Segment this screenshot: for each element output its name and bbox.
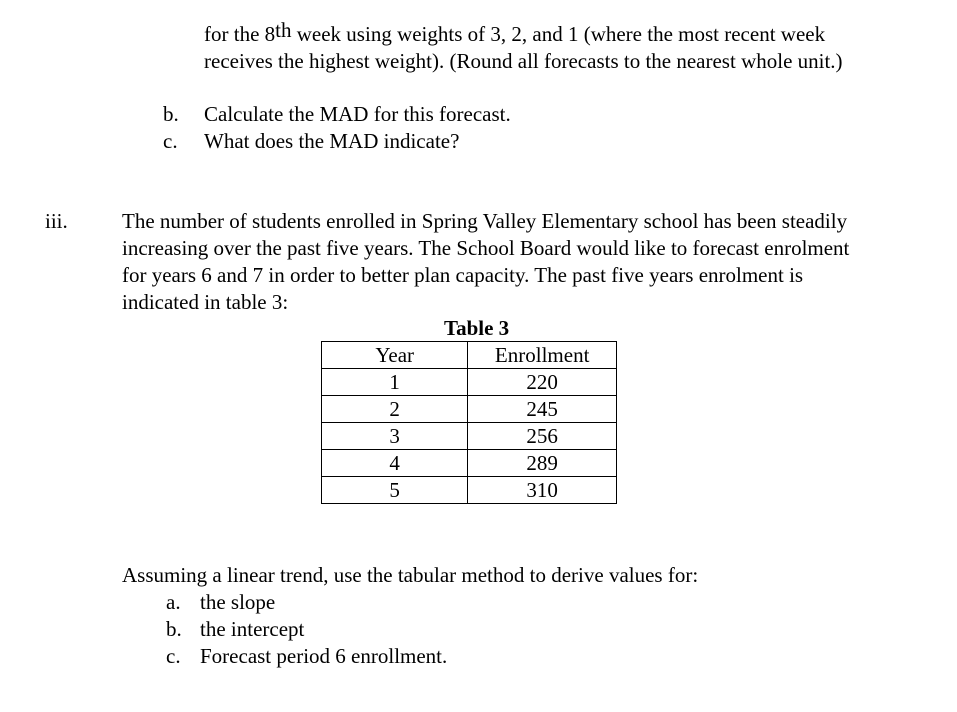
cell-year: 5 xyxy=(322,477,468,504)
list-marker-b: b. xyxy=(163,102,179,126)
ordinal-superscript: th xyxy=(275,18,292,42)
cell-enrollment: 310 xyxy=(468,477,617,504)
list-item-slope: the slope xyxy=(200,590,276,614)
list-item-forecast: Forecast period 6 enrollment. xyxy=(200,644,448,668)
cell-enrollment: 289 xyxy=(468,450,617,477)
cell-year: 4 xyxy=(322,450,468,477)
enrollment-table xyxy=(321,341,617,504)
line1-suffix: week using weights of 3, 2, and 1 (where the most recent week xyxy=(291,22,826,46)
cell-year: 3 xyxy=(322,423,468,450)
cell-year: 2 xyxy=(322,396,468,423)
instruction-text: Assuming a linear trend, use the tabular method to derive values for: xyxy=(122,563,699,587)
list-marker-b: b. xyxy=(166,617,182,641)
column-header-year: Year xyxy=(322,342,468,369)
list-marker-c: c. xyxy=(163,129,178,153)
column-header-enrollment: Enrollment xyxy=(468,342,617,369)
question-marker-iii: iii. xyxy=(45,209,68,233)
table-row xyxy=(322,450,617,477)
table-row xyxy=(322,369,617,396)
paragraph-line-1 xyxy=(204,18,826,48)
paragraph-line-2: receives the highest weight). (Round all forecasts to the nearest whole unit.) xyxy=(204,49,843,73)
question-line-1: The number of students enrolled in Spring Valley Elementary school has been steadily xyxy=(122,209,848,233)
list-marker-a: a. xyxy=(166,590,181,614)
list-item-intercept: the intercept xyxy=(200,617,305,641)
question-line-4: indicated in table 3: xyxy=(122,290,289,314)
question-line-2: increasing over the past five years. The School Board would like to forecast enrolment xyxy=(122,236,850,260)
list-item-mad-calc: Calculate the MAD for this forecast. xyxy=(204,102,511,126)
table-caption: Table 3 xyxy=(444,316,510,340)
table-header-row xyxy=(322,342,617,369)
cell-enrollment: 256 xyxy=(468,423,617,450)
table-row xyxy=(322,477,617,504)
cell-year: 1 xyxy=(322,369,468,396)
list-marker-c: c. xyxy=(166,644,181,668)
line1-prefix: for the 8 xyxy=(204,22,276,46)
list-item-mad-meaning: What does the MAD indicate? xyxy=(204,129,460,153)
table-row xyxy=(322,396,617,423)
cell-enrollment: 220 xyxy=(468,369,617,396)
question-line-3: for years 6 and 7 in order to better plan capacity. The past five years enrolment is xyxy=(122,263,804,287)
cell-enrollment: 245 xyxy=(468,396,617,423)
table-row xyxy=(322,423,617,450)
